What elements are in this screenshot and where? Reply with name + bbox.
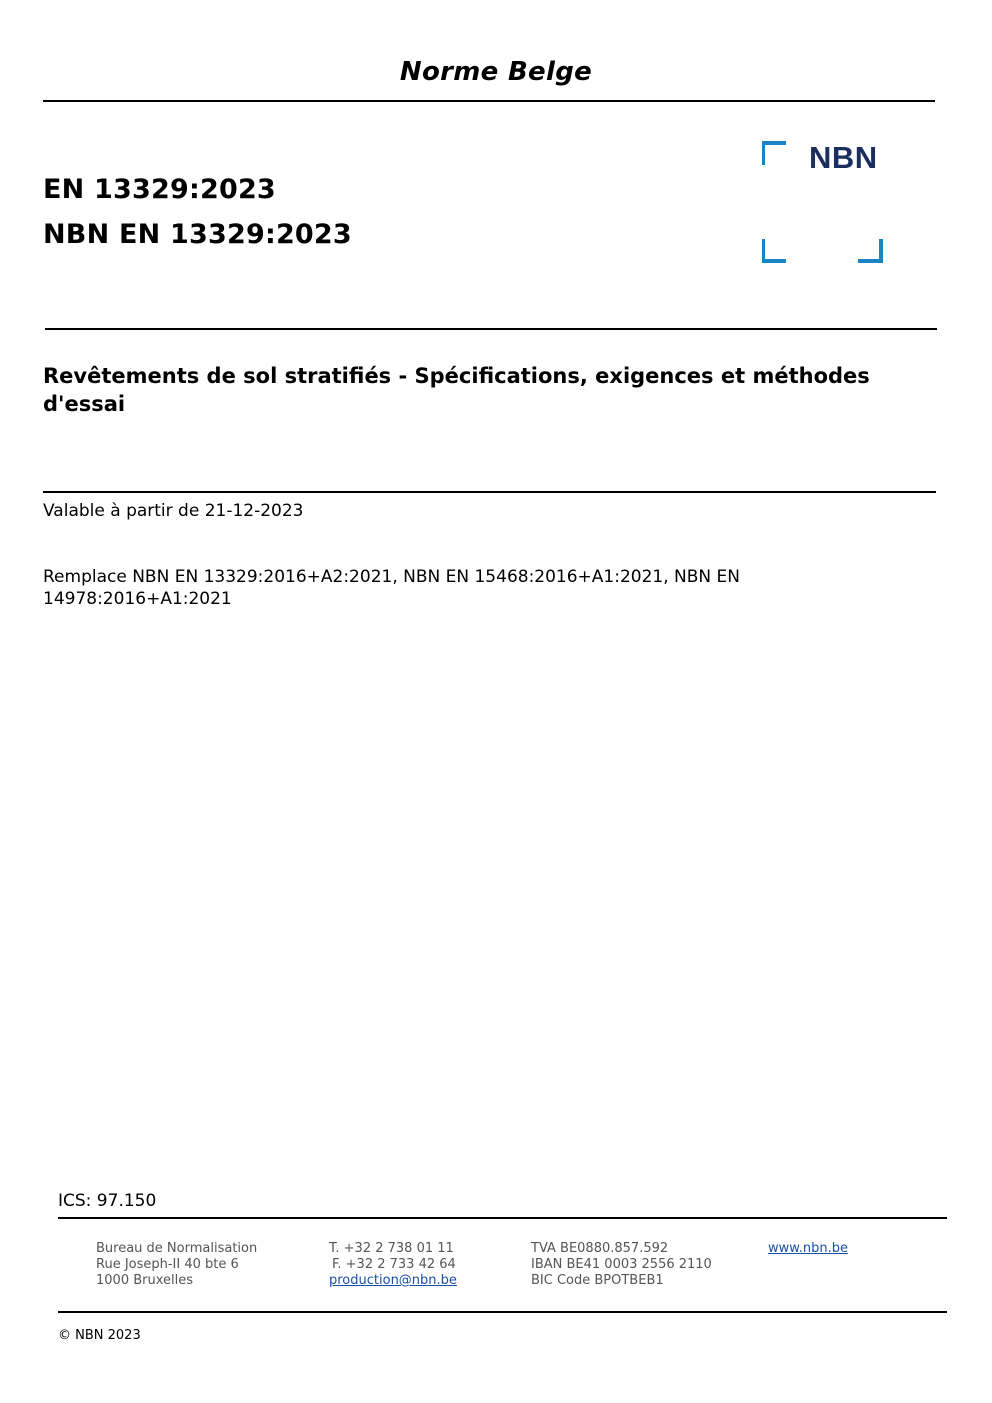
en-standard-code: EN 13329:2023 xyxy=(43,174,276,205)
address-line-2: Rue Joseph-II 40 bte 6 xyxy=(96,1257,239,1272)
footer-address xyxy=(96,1241,257,1289)
contact-email-link[interactable]: production@nbn.be xyxy=(329,1273,457,1288)
footer-bottom-divider xyxy=(58,1311,947,1313)
contact-phone: T. +32 2 738 01 11 xyxy=(329,1241,454,1256)
copyright-notice: © NBN 2023 xyxy=(58,1328,141,1343)
bank-vat: TVA BE0880.857.592 xyxy=(531,1241,669,1256)
nbn-logo xyxy=(762,141,886,265)
footer-website xyxy=(768,1241,848,1257)
replaces-standards: Remplace NBN EN 13329:2016+A2:2021, NBN EN 15468:2016+A1:2021, NBN EN 14978:2016+A1:2021 xyxy=(43,567,741,609)
footer-contact xyxy=(329,1241,457,1289)
footer-bank xyxy=(531,1241,712,1289)
title-bottom-divider xyxy=(43,491,936,493)
document-title: Revêtements de sol stratifiés - Spécifications, exigences et méthodes d'essai xyxy=(43,364,870,416)
nbn-standard-code: NBN EN 13329:2023 xyxy=(43,219,352,250)
valid-from-date: Valable à partir de 21-12-2023 xyxy=(43,501,304,521)
logo-text: NBN xyxy=(809,140,878,175)
footer-top-divider xyxy=(58,1217,947,1219)
contact-fax: F. +32 2 733 42 64 xyxy=(332,1257,456,1272)
ics-code: ICS: 97.150 xyxy=(58,1191,157,1211)
bank-iban: IBAN BE41 0003 2556 2110 xyxy=(531,1257,712,1272)
title-top-divider xyxy=(45,328,937,330)
header-divider xyxy=(43,100,935,102)
address-line-1: Bureau de Normalisation xyxy=(96,1241,258,1256)
address-line-3: 1000 Bruxelles xyxy=(96,1273,194,1288)
bank-bic: BIC Code BPOTBEB1 xyxy=(531,1273,664,1288)
website-link[interactable]: www.nbn.be xyxy=(768,1241,848,1256)
page-header-title: Norme Belge xyxy=(399,57,593,87)
